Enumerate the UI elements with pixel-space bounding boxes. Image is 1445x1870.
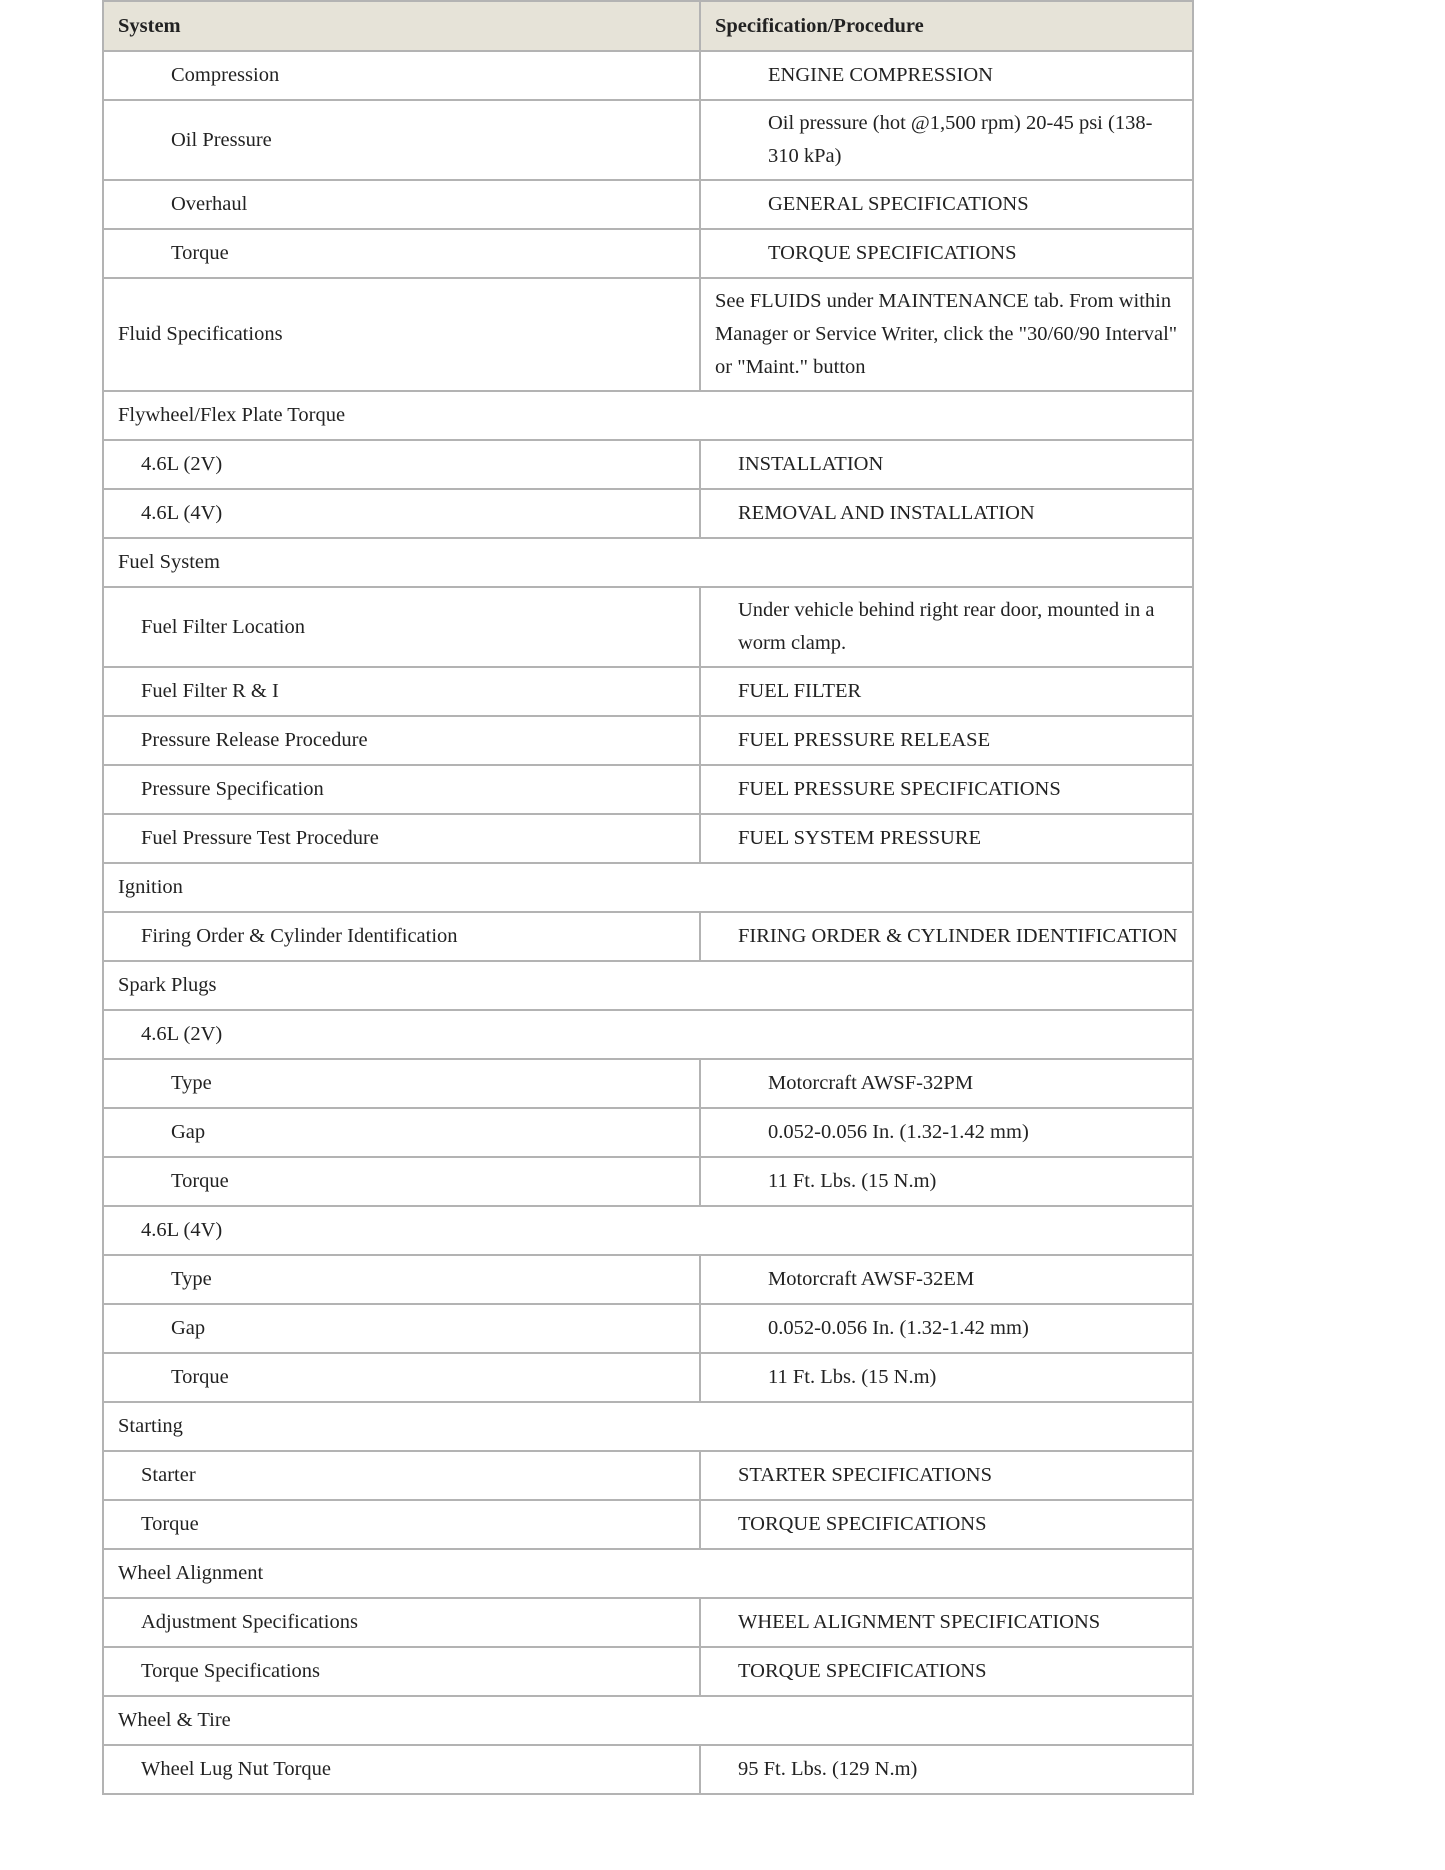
specification-cell: Motorcraft AWSF-32EM (700, 1255, 1193, 1304)
table-row (103, 489, 1193, 538)
table-row (103, 51, 1193, 100)
specification-cell: 0.052-0.056 In. (1.32-1.42 mm) (700, 1304, 1193, 1353)
section-row (103, 961, 1193, 1010)
table-row (103, 1059, 1193, 1108)
system-cell: 4.6L (4V) (103, 489, 700, 538)
header-row (103, 1, 1193, 51)
system-cell: Gap (103, 1304, 700, 1353)
section-label: Wheel Alignment (103, 1549, 1193, 1598)
system-cell: Torque (103, 1353, 700, 1402)
section-label: 4.6L (4V) (103, 1206, 1193, 1255)
section-label: Flywheel/Flex Plate Torque (103, 391, 1193, 440)
table-row (103, 765, 1193, 814)
system-cell: Fuel Pressure Test Procedure (103, 814, 700, 863)
table-row (103, 814, 1193, 863)
section-row (103, 538, 1193, 587)
system-cell: Pressure Specification (103, 765, 700, 814)
table-row (103, 229, 1193, 278)
table-row (103, 1108, 1193, 1157)
section-label: Fuel System (103, 538, 1193, 587)
table-row (103, 1353, 1193, 1402)
system-cell: Firing Order & Cylinder Identification (103, 912, 700, 961)
specification-cell: Oil pressure (hot @1,500 rpm) 20-45 psi (138-310 kPa) (700, 100, 1193, 180)
table-row (103, 1157, 1193, 1206)
section-row (103, 1206, 1193, 1255)
section-label: Ignition (103, 863, 1193, 912)
section-label: 4.6L (2V) (103, 1010, 1193, 1059)
specification-cell: INSTALLATION (700, 440, 1193, 489)
section-row (103, 391, 1193, 440)
specifications-table (102, 0, 1194, 1795)
specification-cell: ENGINE COMPRESSION (700, 51, 1193, 100)
system-cell: Type (103, 1255, 700, 1304)
table-body (103, 51, 1193, 1794)
system-cell: Fluid Specifications (103, 278, 700, 391)
specification-cell: TORQUE SPECIFICATIONS (700, 1647, 1193, 1696)
section-row (103, 1696, 1193, 1745)
specification-cell: Under vehicle behind right rear door, mounted in a worm clamp. (700, 587, 1193, 667)
table-row (103, 1500, 1193, 1549)
system-cell: Torque (103, 1157, 700, 1206)
system-cell: 4.6L (2V) (103, 440, 700, 489)
specification-cell: FIRING ORDER & CYLINDER IDENTIFICATION (700, 912, 1193, 961)
system-cell: Torque Specifications (103, 1647, 700, 1696)
system-cell: Fuel Filter Location (103, 587, 700, 667)
specification-cell: GENERAL SPECIFICATIONS (700, 180, 1193, 229)
section-row (103, 863, 1193, 912)
specification-cell: 11 Ft. Lbs. (15 N.m) (700, 1353, 1193, 1402)
section-label: Wheel & Tire (103, 1696, 1193, 1745)
system-cell: Compression (103, 51, 700, 100)
table-row (103, 180, 1193, 229)
table-row (103, 278, 1193, 391)
system-cell: Torque (103, 229, 700, 278)
section-row (103, 1402, 1193, 1451)
section-label: Spark Plugs (103, 961, 1193, 1010)
system-cell: Overhaul (103, 180, 700, 229)
specification-cell: Motorcraft AWSF-32PM (700, 1059, 1193, 1108)
table-row (103, 1647, 1193, 1696)
table-row (103, 1451, 1193, 1500)
table-row (103, 587, 1193, 667)
specification-cell: FUEL PRESSURE SPECIFICATIONS (700, 765, 1193, 814)
table-row (103, 440, 1193, 489)
section-label: Starting (103, 1402, 1193, 1451)
table-row (103, 100, 1193, 180)
specification-cell: TORQUE SPECIFICATIONS (700, 229, 1193, 278)
specification-cell: 95 Ft. Lbs. (129 N.m) (700, 1745, 1193, 1794)
system-cell: Adjustment Specifications (103, 1598, 700, 1647)
specification-cell: REMOVAL AND INSTALLATION (700, 489, 1193, 538)
specification-cell: WHEEL ALIGNMENT SPECIFICATIONS (700, 1598, 1193, 1647)
specification-cell: 11 Ft. Lbs. (15 N.m) (700, 1157, 1193, 1206)
specification-cell: FUEL FILTER (700, 667, 1193, 716)
system-cell: Pressure Release Procedure (103, 716, 700, 765)
table-row (103, 1745, 1193, 1794)
table-row (103, 1255, 1193, 1304)
system-cell: Wheel Lug Nut Torque (103, 1745, 700, 1794)
table-row (103, 1304, 1193, 1353)
system-cell: Starter (103, 1451, 700, 1500)
header-specification: Specification/Procedure (700, 1, 1193, 51)
system-cell: Torque (103, 1500, 700, 1549)
system-cell: Oil Pressure (103, 100, 700, 180)
specification-cell: TORQUE SPECIFICATIONS (700, 1500, 1193, 1549)
specification-cell: See FLUIDS under MAINTENANCE tab. From within Manager or Service Writer, click the "30/60/90 Interval" or "Maint." button (700, 278, 1193, 391)
section-row (103, 1010, 1193, 1059)
system-cell: Fuel Filter R & I (103, 667, 700, 716)
specification-cell: FUEL PRESSURE RELEASE (700, 716, 1193, 765)
system-cell: Type (103, 1059, 700, 1108)
specification-cell: STARTER SPECIFICATIONS (700, 1451, 1193, 1500)
table-row (103, 912, 1193, 961)
table-row (103, 1598, 1193, 1647)
specification-cell: FUEL SYSTEM PRESSURE (700, 814, 1193, 863)
table-row (103, 667, 1193, 716)
header-system: System (103, 1, 700, 51)
section-row (103, 1549, 1193, 1598)
specification-cell: 0.052-0.056 In. (1.32-1.42 mm) (700, 1108, 1193, 1157)
system-cell: Gap (103, 1108, 700, 1157)
table-row (103, 716, 1193, 765)
